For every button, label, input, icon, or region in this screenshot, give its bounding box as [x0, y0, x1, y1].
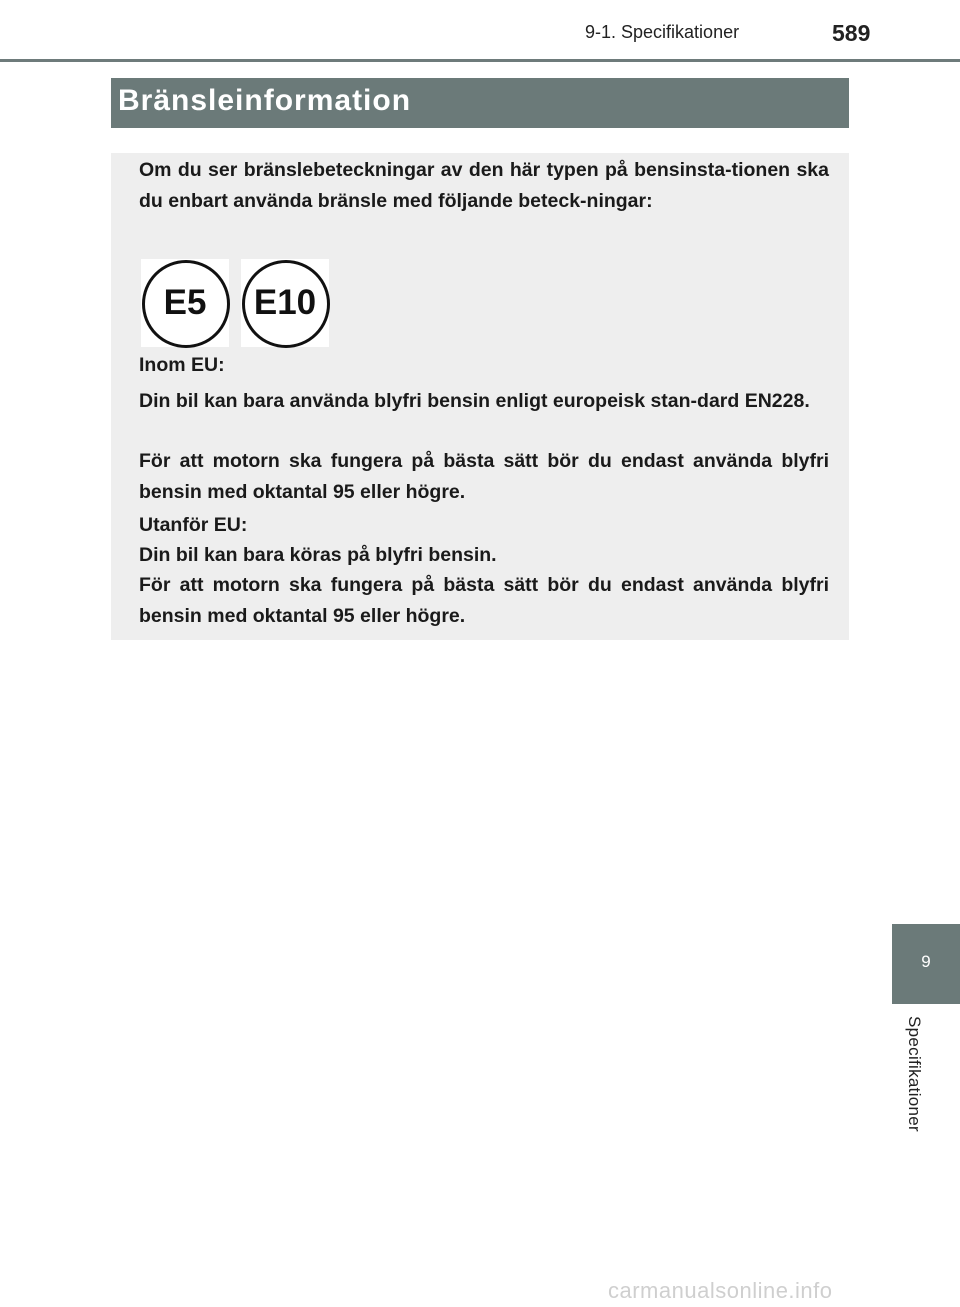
- title-bar: [111, 78, 849, 128]
- page-number: 589: [832, 20, 871, 46]
- chapter-tab: [892, 924, 960, 1004]
- chapter-number: 9: [921, 952, 931, 971]
- fuel-label-code: E10: [253, 283, 317, 322]
- intro-paragraph: Om du ser bränslebeteckningar av den här typen på bensinsta-tionen ska du enbart använda bränsle med följande beteck-ningar:: [139, 159, 829, 212]
- inside-eu-heading: Inom EU:: [139, 354, 225, 376]
- watermark: carmanualsonline.info: [608, 1278, 833, 1303]
- inside-eu-text-1: Din bil kan bara använda blyfri bensin enligt europeisk stan-dard EN228.: [139, 390, 810, 412]
- chapter-label: Specifikationer: [905, 1016, 924, 1133]
- fuel-label-e10: [241, 259, 329, 347]
- fuel-label-e5: [141, 259, 229, 347]
- fuel-label-code: E5: [163, 283, 207, 322]
- outside-eu-heading: Utanför EU:: [139, 514, 248, 536]
- header-divider: [0, 59, 960, 62]
- header-section-title: 9-1. Specifikationer: [585, 22, 740, 42]
- page-title: Bränsleinformation: [118, 84, 412, 117]
- outside-eu-text-1: Din bil kan bara köras på blyfri bensin.: [139, 544, 497, 566]
- outside-eu-text-2: För att motorn ska fungera på bästa sätt bör du endast använda blyfri bensin med oktantal 95 eller högre.: [139, 574, 829, 627]
- content-box: [111, 153, 849, 640]
- inside-eu-text-2: För att motorn ska fungera på bästa sätt bör du endast använda blyfri bensin med oktantal 95 eller högre.: [139, 450, 829, 503]
